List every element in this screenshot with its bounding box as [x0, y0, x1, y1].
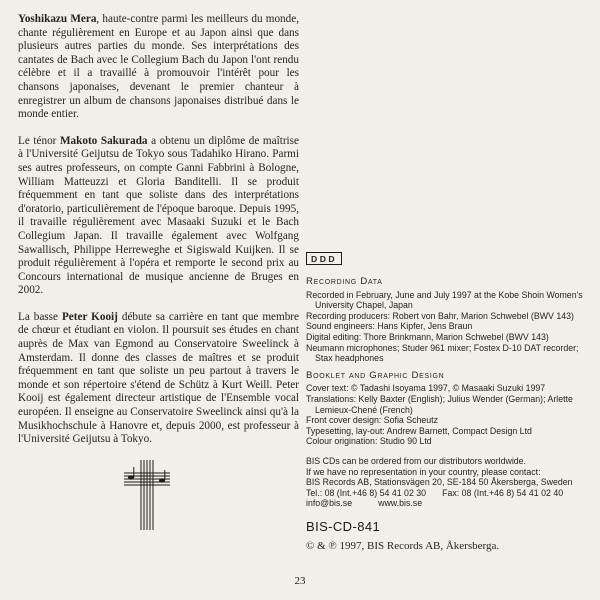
bis-logo-container	[18, 460, 299, 535]
ordering-info	[306, 456, 594, 509]
bio-paragraph-kooij	[18, 311, 299, 447]
recording-data-header: Recording Data	[306, 276, 383, 287]
bio-text: , haute-contre parmi les meilleurs du monde, chante régulièrement en Europe et au Japon ainsi que dans plusieurs autres parties du monde. Ses interprétations des cantates de Bach avec le Collegium Bach du Japon l'ont rendu célèbre et il a travaillé à promouvoir l'intérêt pour les chansons japonaises, devenant le premier chanteur à enregistrer un album de chansons japonaises distribué dans le monde entier.	[18, 13, 299, 121]
design-credits-line: Translations: Kelly Baxter (English); Julius Wender (German); Arlette Lemieux-Chené (French)	[306, 393, 573, 415]
fax-number: Fax: 08 (Int.+46 8) 54 41 02 40	[442, 487, 564, 498]
artist-name: Yoshikazu Mera	[18, 13, 97, 25]
recording-data-line: Digital editing: Thore Brinkmann, Marion Schwebel (BWV 143)	[306, 331, 549, 342]
website-text: www.bis.se	[378, 498, 423, 509]
bio-text: débute sa carrière en tant que membre de chœur et étudiant en violon. Il poursuit ses études en chant auprès de Max van Egmond au Conservatoire Sweelinck à Amsterdam. Il donne des classes de maîtres et se produit fréquemment en tant que soliste un peu partout à travers le monde et son répertoire s'étend de Schütz à Kurt Weill. Peter Kooij est également directeur artistique de l'Ensemble vocal européen. Il enseigne au Conservatoire Sweelinck ainsi qu'à la Musikhochschule à Hanovre et, depuis 2000, est professeur à l'Université Geijutsu à Tokyo.	[18, 310, 299, 446]
bio-paragraph-mera	[18, 13, 299, 122]
design-credits-line: Cover text: © Tadashi Isoyama 1997, © Masaaki Suzuki 1997	[306, 383, 546, 394]
artist-bios-column	[18, 13, 299, 534]
contact-links-line	[306, 498, 594, 509]
ddd-badge: DDD	[306, 252, 342, 265]
bio-text: a obtenu un diplôme de maîtrise à l'Université Geijutsu de Tokyo sous Tadahiko Hirano. Parmi ses autres professeurs, on compte Ganni Fabbrini à Bologne, William Matteuzzi et Gloria Banditelli. Il se produit fréquemment en tant que soliste dans des interprétations d'oratorio, particulièrement de l'époque baroque. Depuis 1995, il travaille régulièrement avec Masaaki Suzuki et le Bach Collegium Japan. Il travaille également avec Wolfgang Sawallisch, Philippe Herreweghe et Sigiswald Kuijken. Il se produit régulièrement à l'opéra et remporte le second prix au Concours international de musique ancienne de Bruges en 2002.	[18, 134, 299, 297]
design-credits-line: Typesetting, lay-out: Andrew Barnett, Compact Design Ltd	[306, 425, 532, 436]
artist-name: Peter Kooij	[61, 310, 118, 323]
tel-fax-line	[306, 488, 594, 499]
recording-data-line: Sound engineers: Hans Kipfer, Jens Braun	[306, 321, 473, 332]
recording-data-line: Neumann microphones; Studer 961 mixer; Fostex D-10 DAT recorder; Stax headphones	[306, 342, 579, 364]
recording-data-line: Recording producers: Robert von Bahr, Marion Schwebel (BWV 143)	[306, 310, 574, 321]
copyright-line: © & ℗ 1997, BIS Records AB, Åkersberga.	[306, 540, 500, 553]
ordering-line: If we have no representation in your country, please contact:	[306, 466, 541, 477]
design-credits-header: Booklet and Graphic Design	[306, 369, 445, 381]
bis-cross-music-staff-logo-icon	[124, 460, 170, 530]
bio-lead: La basse	[18, 310, 62, 323]
recording-data-line: Recorded in February, June and July 1997 at the Kobe Shoin Women's University Chapel, Japan	[306, 289, 583, 311]
design-credits-line: Front cover design: Sofia Scheutz	[306, 415, 439, 426]
tel-number: Tel.: 08 (Int.+46 8) 54 41 02 30	[306, 487, 427, 498]
design-credits-line: Colour origination: Studio 90 Ltd	[306, 436, 432, 447]
bio-paragraph-sakurada	[18, 135, 299, 298]
credits-column	[306, 252, 594, 552]
artist-name: Makoto Sakurada	[59, 134, 148, 147]
bio-lead: Le ténor	[18, 134, 60, 147]
email-text: info@bis.se	[306, 498, 353, 509]
ordering-line: BIS CDs can be ordered from our distributors worldwide.	[306, 455, 527, 466]
page-number: 23	[294, 575, 306, 587]
ordering-line: BIS Records AB, Stationsvägen 20, SE-184 50 Åkersberga, Sweden	[306, 477, 573, 488]
catalog-number: BIS-CD-841	[306, 518, 381, 534]
